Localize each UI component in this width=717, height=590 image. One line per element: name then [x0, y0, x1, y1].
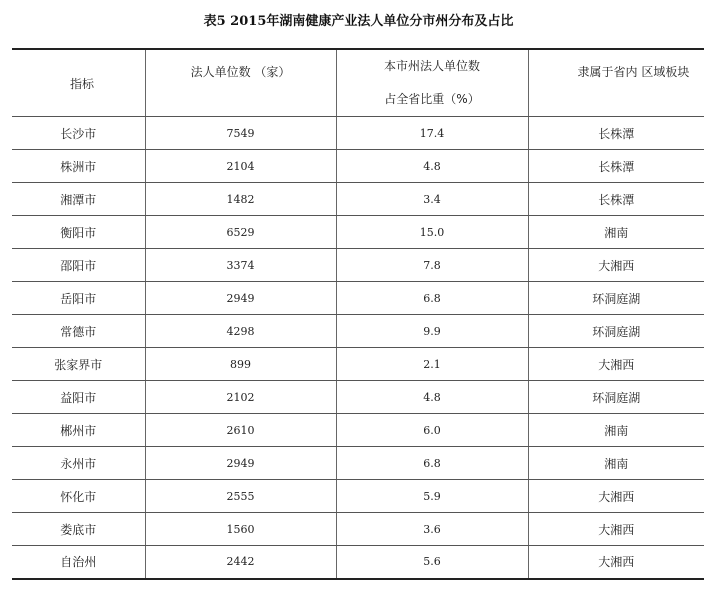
header-count: 法人单位数 （家） — [145, 49, 336, 117]
cell-share: 15.0 — [336, 216, 528, 249]
cell-region: 大湘西 — [528, 249, 704, 282]
cell-city: 郴州市 — [12, 414, 145, 447]
header-share-line2: 占全省比重（%） — [384, 92, 480, 106]
cell-city: 衡阳市 — [12, 216, 145, 249]
data-table — [12, 48, 704, 580]
cell-share: 2.1 — [336, 348, 528, 381]
table-row — [12, 183, 704, 216]
table-row — [12, 546, 704, 579]
cell-count: 2102 — [145, 381, 336, 414]
cell-count: 1560 — [145, 513, 336, 546]
cell-city: 邵阳市 — [12, 249, 145, 282]
cell-city: 怀化市 — [12, 480, 145, 513]
table-row — [12, 249, 704, 282]
table-title: 表5 2015年湖南健康产业法人单位分市州分布及占比 — [203, 14, 514, 29]
cell-count: 1482 — [145, 183, 336, 216]
cell-region: 大湘西 — [528, 480, 704, 513]
cell-region: 长株潭 — [528, 150, 704, 183]
header-region: 隶属于省内 区域板块 — [528, 49, 704, 117]
cell-region: 湘南 — [528, 216, 704, 249]
cell-region: 大湘西 — [528, 513, 704, 546]
cell-city: 常德市 — [12, 315, 145, 348]
cell-count: 2104 — [145, 150, 336, 183]
cell-share: 5.9 — [336, 480, 528, 513]
cell-count: 7549 — [145, 117, 336, 150]
cell-region: 湘南 — [528, 414, 704, 447]
cell-count: 2610 — [145, 414, 336, 447]
header-row — [12, 49, 704, 117]
cell-count: 4298 — [145, 315, 336, 348]
cell-share: 7.8 — [336, 249, 528, 282]
cell-share: 3.6 — [336, 513, 528, 546]
header-indicator: 指标 — [12, 49, 145, 117]
cell-city: 自治州 — [12, 546, 145, 579]
table-row — [12, 381, 704, 414]
cell-share: 4.8 — [336, 150, 528, 183]
cell-city: 岳阳市 — [12, 282, 145, 315]
cell-share: 6.8 — [336, 282, 528, 315]
cell-city: 株洲市 — [12, 150, 145, 183]
cell-region: 环洞庭湖 — [528, 282, 704, 315]
cell-share: 4.8 — [336, 381, 528, 414]
cell-city: 张家界市 — [12, 348, 145, 381]
cell-share: 6.8 — [336, 447, 528, 480]
cell-count: 2442 — [145, 546, 336, 579]
cell-share: 17.4 — [336, 117, 528, 150]
table-row — [12, 282, 704, 315]
cell-city: 永州市 — [12, 447, 145, 480]
cell-share: 6.0 — [336, 414, 528, 447]
table-row — [12, 150, 704, 183]
cell-count: 899 — [145, 348, 336, 381]
header-share — [336, 49, 528, 117]
table-row — [12, 315, 704, 348]
header-share-line1: 本市州法人单位数 — [383, 59, 480, 73]
table-row — [12, 414, 704, 447]
table-row — [12, 447, 704, 480]
cell-region: 大湘西 — [528, 348, 704, 381]
cell-region: 长株潭 — [528, 183, 704, 216]
cell-region: 环洞庭湖 — [528, 381, 704, 414]
cell-region: 大湘西 — [528, 546, 704, 579]
cell-share: 9.9 — [336, 315, 528, 348]
table-row — [12, 480, 704, 513]
cell-region: 长株潭 — [528, 117, 704, 150]
cell-city: 娄底市 — [12, 513, 145, 546]
cell-count: 2949 — [145, 447, 336, 480]
table-row — [12, 117, 704, 150]
cell-count: 6529 — [145, 216, 336, 249]
cell-region: 湘南 — [528, 447, 704, 480]
cell-count: 3374 — [145, 249, 336, 282]
cell-city: 益阳市 — [12, 381, 145, 414]
cell-count: 2949 — [145, 282, 336, 315]
table-row — [12, 513, 704, 546]
table-row — [12, 216, 704, 249]
table-row — [12, 348, 704, 381]
cell-share: 3.4 — [336, 183, 528, 216]
table-body — [12, 117, 704, 579]
cell-city: 长沙市 — [12, 117, 145, 150]
cell-region: 环洞庭湖 — [528, 315, 704, 348]
cell-share: 5.6 — [336, 546, 528, 579]
cell-city: 湘潭市 — [12, 183, 145, 216]
cell-count: 2555 — [145, 480, 336, 513]
